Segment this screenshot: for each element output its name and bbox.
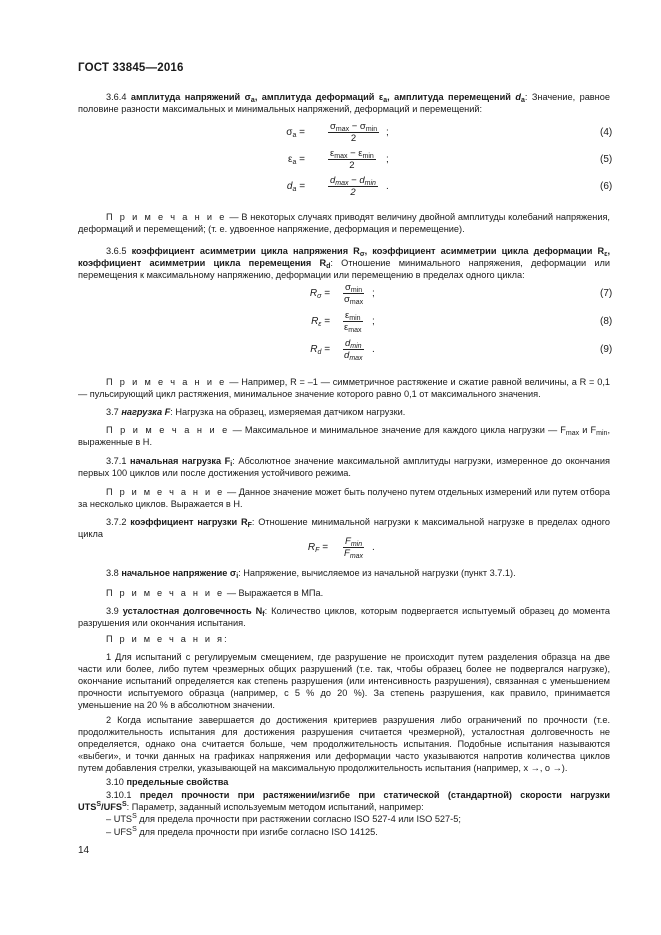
list-item: – $UTS^S$ для предела прочности при растяжении согласно ISO 527-4 или ISO 527-5; (106, 813, 461, 824)
equation-number: (8) (600, 316, 613, 327)
formula-lhs: $R_F$ = (307, 542, 328, 554)
equation-number: (4) (600, 127, 613, 138)
formula-9: $R_d$ = $d_{min}$ $d_{max}$ . (9) (0, 338, 661, 364)
equation-number: (9) (600, 344, 613, 355)
formula-4: $\sigma_a$ = $\sigma_{max} - \sigma_{min}$ 2 ; (4) (0, 121, 661, 147)
clause-3-7-2: 3.7.2 коэффициент нагрузки $R_F$: Отношение минимальной нагрузки к максимальной нагрузке в пределах одного цикла (78, 517, 610, 539)
formula-7: $R_\sigma$ = $\sigma_{min}$ $\sigma_{max}$ ; (7) (0, 282, 661, 308)
note-2: П р и м е ч а н и е — Например, R = –1 — симметричное растяжение и сжатие равной величины, а R = 0,1 — пульсирующий цикл растяжения, минимальное значение которого равно 0,1 от максимального значения. (78, 377, 610, 399)
note-5: П р и м е ч а н и е — Выражается в МПа. (106, 588, 324, 598)
formula-5: $\varepsilon_a$ = $\varepsilon_{max} - \varepsilon_{min}$ 2 ; (5) (0, 148, 661, 174)
note-1: П р и м е ч а н и е — В некоторых случаях приводят величину двойной амплитуды колебаний напряжения, деформаций и перемещений; (т. е. удвоенное напряжение, деформация и перемещение). (78, 212, 610, 234)
equation-number: (7) (600, 288, 613, 299)
formula-fraction: $\varepsilon_{min}$ $\varepsilon_{max}$ (344, 310, 362, 334)
formula-lhs: $R_d$ = (310, 344, 330, 356)
formula-fraction: $\sigma_{max} - \sigma_{min}$ 2 (330, 121, 378, 144)
clause-3-6-5: 3.6.5 коэффициент асимметрии цикла напряжения $R_\sigma$, коэффициент асимметрии цикла деформации $R_\varepsilon$, коэффициент асимметрии цикла перемещения $R_d$: Отношение минимального напряжения, деформации или перемещения к максимальному напряжению, деформации или перемещению в пределах одного цикла: (78, 246, 610, 280)
formula-6: $d_a$ = $d_{max} - d_{min}$ 2 . (6) (0, 175, 661, 201)
equation-number: (5) (600, 154, 613, 165)
formula-lhs: $R_\varepsilon$ = (311, 316, 330, 328)
formula-fraction: $F_{min}$ $F_{max}$ (344, 536, 364, 560)
formula-fraction: $d_{max} - d_{min}$ 2 (330, 175, 376, 198)
formula-lhs: $R_\sigma$ = (309, 288, 330, 300)
equation-number: (6) (600, 181, 613, 192)
clause-3-7-1: 3.7.1 начальная нагрузка $F_i$: Абсолютное значение максимальной амплитуды нагрузки, измеренное до окончания первых 100 циклов или после достижения устойчивого режима. (78, 456, 610, 478)
note-numbered-2: 2 Когда испытание завершается до достижения критериев разрушения либо ограничений по прочности (т.е. продолжительность испытания для достижения разрушения считается чрезмерной), усталостная долговечность не определяется, однако она считается больше, чем продолжительность испытания. Подобные испытания называются «выбеги», и точки данных на графиках напряжения или деформации часто указываются напротив количества циклов путем добавления стрелки, указывающей на максимальную продолжительность испытания (например, x →, o →). (78, 715, 610, 773)
page-number: 14 (78, 845, 90, 856)
note-numbered-1: 1 Для испытаний с регулируемым смещением, где разрушение не происходит путем разделения образца на две части или более, либо путем чрезмерных общих разрушений (т.е. так, чтобы образец более не подвергался нагрузке), окончание испытаний определяется как степень разрушения (или интенсивность разрушения), связанная с уменьшением прочности испытуемого образца (например, с 5 % до 20 %). За степень разрушения, как правило, принимается уменьшение на 20 % в абсолютном значении. (78, 652, 610, 710)
notes-label: П р и м е ч а н и я: (106, 634, 229, 644)
document-header: ГОСТ 33845—2016 (78, 62, 184, 74)
clause-3-10: 3.10 предельные свойства (106, 777, 229, 787)
formula-8: $R_\varepsilon$ = $\varepsilon_{min}$ $\varepsilon_{max}$ ; (8) (0, 310, 661, 336)
clause-3-10-1: 3.10.1 предел прочности при растяжении/изгибе при статической (стандартной) скорости нагрузки $UTS^S/UFS^S$: Параметр, заданный используемым методом испытаний, например: (78, 790, 610, 812)
formula-fraction: $d_{min}$ $d_{max}$ (344, 338, 363, 362)
clause-3-9: 3.9 усталостная долговечность $N_f$: Количество циклов, которым подвергается испытуемый образец до момента разрушения или окончания испытания. (78, 606, 610, 628)
formula-lhs: $d_a$ = (286, 181, 305, 193)
list-item: – $UFS^S$ для предела прочности при изгибе согласно ISO 14125. (106, 826, 378, 837)
note-4: П р и м е ч а н и е — Данное значение может быть получено путем отдельных измерений или путем отбора за несколько циклов. Выражается в Н. (78, 487, 610, 509)
clause-3-7: 3.7 нагрузка F: Нагрузка на образец, измеряемая датчиком нагрузки. (106, 407, 406, 417)
formula-fraction: $\varepsilon_{max} - \varepsilon_{min}$ 2 (330, 148, 374, 171)
note-3: П р и м е ч а н и е — Максимальное и минимальное значение для каждого цикла нагрузки — $F_{max}$ и $F_{min}$, выраженные в Н. (78, 425, 610, 447)
formula-lhs: $\varepsilon_a$ = (288, 154, 305, 166)
formula-lhs: $\sigma_a$ = (286, 127, 305, 139)
formula-fraction: $\sigma_{min}$ $\sigma_{max}$ (344, 282, 364, 306)
formula-rf: $R_F$ = $F_{min}$ $F_{max}$ . (0, 536, 661, 562)
clause-3-6-4: 3.6.4 амплитуда напряжений $\sigma_a$, амплитуда деформаций $\varepsilon_a$, амплитуда перемещений $d_a$: Значение, равное половине разности максимальных и минимальных напряжений, деформаций и перемещений: (78, 92, 610, 114)
clause-3-8: 3.8 начальное напряжение $\sigma_i$: Напряжение, вычисляемое из начальной нагрузки (пункт 3.7.1). (106, 568, 516, 580)
